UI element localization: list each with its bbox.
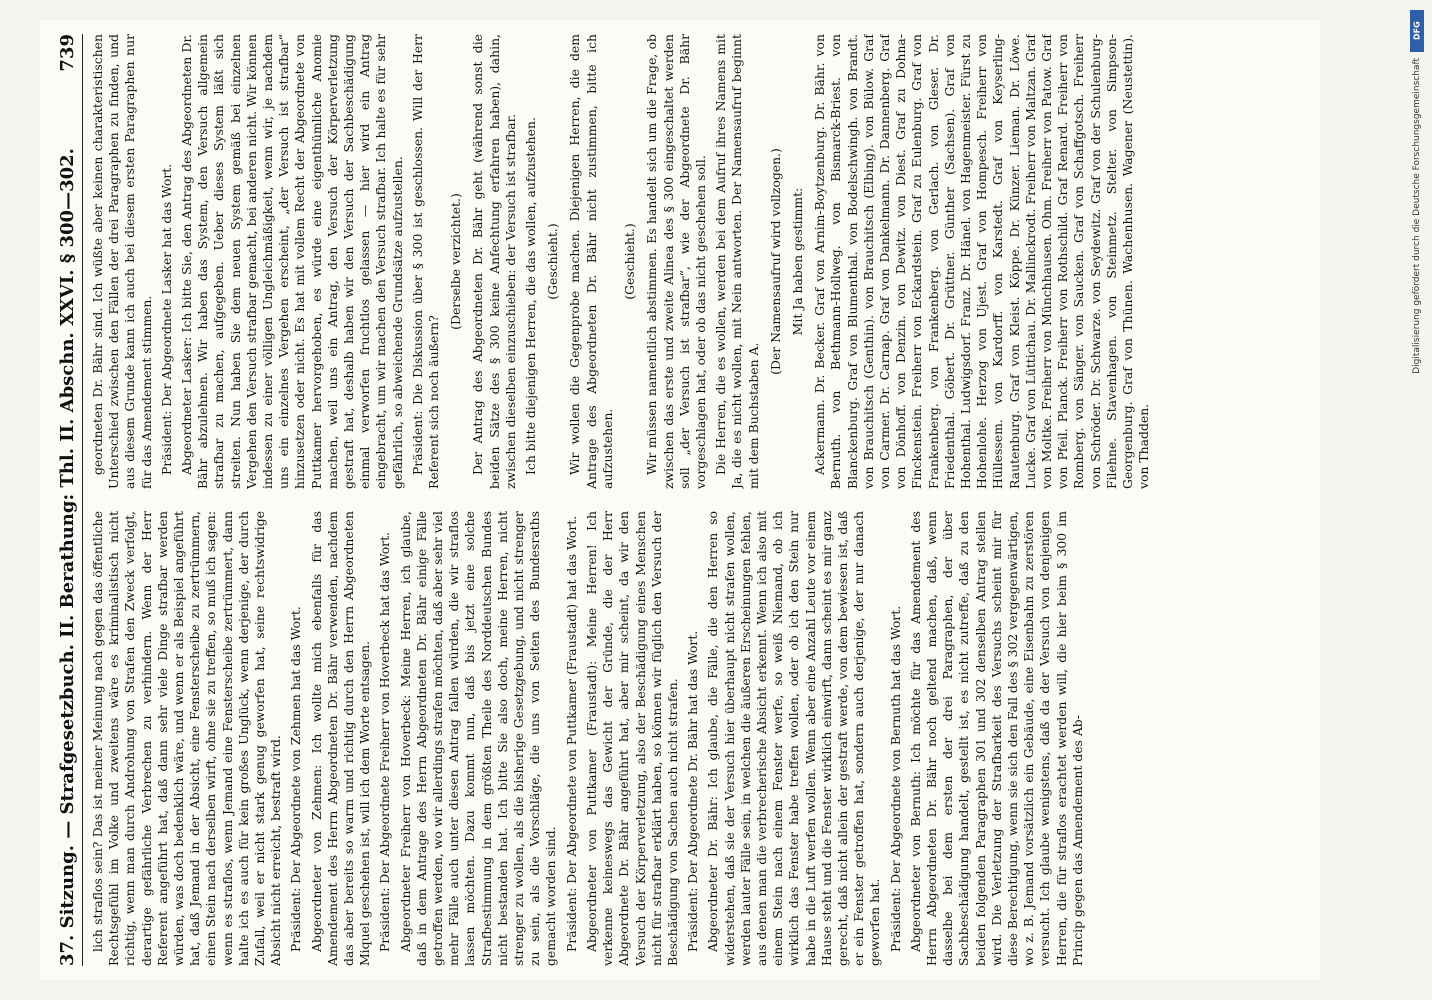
paragraph: Abgeordneter von Bernuth: Ich möchte für das Amendement des Herrn Abgeordneten Dr. Bähr noch geltend machen, daß, wenn dasselbe bei dem ersten der drei Paragraphen, der über Sachbeschädigung handelt, gestellt ist, es nicht zutreffe, daß zu den beiden folgenden Paragraphen 301 und 302 denselben Antrag stellen wird. Die Verletzung der Strafbarkeit des Versuchs scheint mir für diese Berechtigung, wenn sie sich den Fall des § 302 vergegenwärtigen, wo z. B. Jemand vorsätzlich ein Gebäude, eine Eisenbahn zu zerstören versucht. Ich glaube wenigstens, daß da der Versuch von denjenigen Herren, die für straflos erachtet werden will, die hier beim § 300 im Princip gegen das Amendement des Ab-: [907, 511, 1085, 966]
paragraph: (Derselbe verzichtet.): [448, 193, 464, 330]
scan-viewport: [40, 0, 1320, 1000]
session-heading: 37. Sitzung. — Strafgesetzbuch. II. Berathung: Thl. II. Abschn. XXVI. § 300—302.: [56, 148, 78, 966]
paragraph: Präsident: Der Abgeordnete von Zehmen hat das Wort.: [288, 606, 304, 952]
paragraph: Präsident: Die Diskussion über § 300 ist geschlossen. Will der Herr Referent sich noch äußern?: [409, 34, 442, 489]
paragraph: (Geschieht.): [622, 223, 638, 300]
paragraph: Präsident: Der Abgeordnete von Bernuth hat das Wort.: [887, 605, 903, 952]
paragraph: Ich bitte diejenigen Herren, die das wollen, aufzustehen.: [523, 117, 539, 475]
paragraph: Präsident: Der Abgeordnete Lasker hat das Wort.: [158, 163, 174, 475]
paragraph: (Der Namensaufruf wird vollzogen.): [767, 148, 783, 375]
text-columns: [90, 34, 1310, 966]
paragraph: Abgeordneter Lasker: Ich bitte Sie, den Antrag des Abgeordneten Dr. Bähr abzulehnen. Wir haben das System, den Versuch allgemein strafbar zu machen, aufgegeben. Ueber dieses System läßt sich streiten. Nun haben Sie dem neuen System gemäß bei einzelnen Vergehen den Versuch strafbar gemacht, bei anderen nicht. Wir können indessen zu einer völligen Ungleichmäßigkeit, wenn wir, je nachdem uns ein einzelnes Vergehen erscheint, „der Versuch ist strafbar“ hinzusetzen oder nicht. Es hat mit vollem Recht der Abgeordnete von Puttkamer hervorgehoben, es würde eine eigenthümliche Anomie machen, weil uns ein Antrag, den Versuch der Körperverletzung gestraft hat, deshalb haben wir den Versuch der Sachbeschädigung einmal verworfen fruchtlos gelassen — hier wird ein Antrag eingebracht, um wir machen den Versuch strafbar. Ich halte es für sehr gefährlich, so abweichende Grundsätze aufzustellen.: [179, 34, 405, 489]
left-column: [90, 511, 1310, 966]
paragraph: Wir wollen die Gegenprobe machen. Diejenigen Herren, die dem Antrage des Abgeordneten Dr. Bähr nicht zustimmen, bitte ich aufzustehen.: [567, 34, 615, 489]
right-column: [90, 34, 1310, 489]
paragraph: Der Antrag des Abgeordneten Dr. Bähr geht (während sonst die beiden Sätze des § 300 keine Anfechtung erfahren haben), dahin, zwischen dieselben einzuschieben: der Versuch ist strafbar.: [470, 34, 518, 489]
paragraph: Die Herren, die es wollen, werden bei dem Aufruf ihres Namens mit Ja, die es nicht wollen, mit Nein antworten. Der Namensaufruf beginnt mit dem Buchstaben A.: [713, 34, 761, 489]
paragraph: Ackermann. Dr. Becker. Graf von Arnim-Boytzenburg. Dr. Bähr. von Bernuth. von Bethmann-Hollweg. von Bismarck-Briest. von Blanckenburg. Graf von Blumenthal. von Bodelschwingh. von Brandt. von Brauchitsch (Genthin). von Brauchitsch (Elbing). von Bülow. Graf von Carmer. Dr. Carnap. Graf von Dankelmann. Dr. Dannenberg. Graf von Dönhoff. von Denzin. von Dewitz. von Diest. Graf zu Dohna-Finckenstein. Freiherr von Eckardstein. Graf zu Eulenburg. Graf von Frankenberg. von Frankenberg. von Gerlach. von Gleser. Dr. Friedenthal. Göbert. Dr. Grüttner. Günther (Sachsen). Graf von Hohenthal. Ludwigsdorf. Franz. Dr. Hänel. von Hagenmeister. Fürst zu Hohenlohe. Herzog von Ujest. Graf von Hompesch. Freiherr von Hüllessem. von Kardorff. von Karstedt. Graf von Keyserling-Rautenburg. Graf von Kleist. Köppe. Dr. Künzer. Lieman. Dr. Löwe. Lucke. Graf von Lüttichau. Dr. Mallinckrodt. Freiherr von Maltzan. Graf von Moltke. Freiherr von Münchhausen. Ohm. Freiherr von Patow. Graf von Pfeil. Planck. Freiherr von Rothschild. Graf Renard. Freiherr von Romberg. von Sänger. von Saucken. Graf von Schaffgotsch. Freiherr von Schröder. Dr. Schwarze. von Seydewitz. Graf von der Schulenburg-Filehne. Stavenhagen. von Steinmetz. Stelter. von Simpson-Georgenburg. Graf von Thünen. Wachenhusen. Wagener (Neustettin). von Thadden.: [812, 34, 1152, 489]
dfg-logo: DFG: [1410, 10, 1424, 52]
paragraph: Abgeordneter Dr. Bähr: Ich glaube, die Fälle, die den Herren so widerstehen, daß sie der Versuch hier überhaupt nicht strafen wollen, werden lauter Fälle sein, in welchen die äußeren Erscheinungen fehlen, aus denen man die verbrecherische Absicht erkennt. Wenn ich also mit einem Stein nach einem Fenster werfe, so weiß Niemand, ob ich wirklich das Fenster habe treffen wollen, oder ob ich den Stein nur habe in die Luft werfen wollen. Wenn aber eine Anzahl Leute vor einem Hause steht und die Fenster wirklich einwirft, dann scheint es mir ganz gerecht, daß nicht allein der gestraft werde, von dem bewiesen ist, daß er ein Fenster getroffen hat, sondern auch derjenige, der nur danach geworfen hat.: [705, 511, 883, 966]
page-number: 739: [56, 34, 78, 72]
paragraph: Mit Ja haben gestimmt:: [789, 187, 805, 336]
document-page: [40, 20, 1320, 980]
paragraph: Abgeordneter Freiherr von Hoverbeck: Meine Herren, ich glaube, daß in dem Antrage des Herrn Abgeordneten Dr. Bähr einige Fälle getroffen werden, wo wir allerdings strafen möchten, daß aber sehr viel mehr Fälle auch unter diesen Antrag fallen würden, die wir straflos lassen möchten. Dazu kommt nun, daß bis jetzt eine solche Strafbestimmung in dem größten Theile des Norddeutschen Bundes nicht bestanden hat. Ich bitte Sie also doch, meine Herren, nicht strenger zu wollen, als die bisherige Gesetzgebung, und nicht strenger zu sein, als die Vorschläge, die uns von Seiten des Bundesraths gemacht worden sind.: [397, 511, 559, 966]
paragraph: Präsident: Der Abgeordnete von Puttkamer (Fraustadt) hat das Wort.: [563, 515, 579, 952]
running-head: [52, 34, 83, 966]
paragraph: Präsident: Der Abgeordnete Dr. Bähr hat das Wort.: [685, 630, 701, 952]
paragraph: (Geschieht.): [545, 223, 561, 300]
digitization-notice: [1406, 10, 1428, 990]
dfg-notice-text: Digitalisierung gefördert durch die Deutsche Forschungsgemeinschaft: [1412, 58, 1422, 374]
paragraph: Wir müssen namentlich abstimmen. Es handelt sich um die Frage, ob zwischen das erste und zweite Alinea des § 300 eingeschaltet werden soll „der Versuch ist strafbar“, wie der Abgeordnete Dr. Bähr vorgeschlagen hat, oder ob das nicht geschehen soll.: [644, 34, 708, 489]
paragraph: Abgeordneter von Puttkamer (Fraustadt): Meine Herren! Ich verkenne keineswegs das Gewicht der Gründe, die der Herr Abgeordnete Dr. Bähr angeführt hat, aber mir scheint, da wir den Versuch der Körperverletzung, also der Beschädigung eines Menschen nicht für strafbar erklärt haben, so können wir füglich den Versuch der Beschädigung von Sachen auch nicht strafen.: [583, 511, 680, 966]
paragraph: geordneten Dr. Bähr sind. Ich wüßte aber keinen charakteristischen Unterschied zwischen den Fällen der drei Paragraphen zu finden, und aus diesem Grunde kann ich auch bei diesem ersten Paragraphen nur für das Amendement stimmen.: [90, 34, 154, 489]
paragraph: Abgeordneter von Zehmen: Ich wollte mich ebenfalls für das Amendement des Herrn Abgeordneten Dr. Bähr verwenden, nachdem das aber bereits so warm und richtig durch den Herrn Abgeordneten Miquel geschehen ist, will ich dem Worte entsagen.: [308, 511, 373, 966]
paragraph: lich straflos sein? Das ist meiner Meinung nach gegen das öffentliche Rechtsgefühl im Volke und zweitens wäre es kriminalistisch nicht richtig, wenn man durch Androhung von Strafen den Zweck verfolgt, derartige gefährliche Verbrechen zu verhindern. Wenn der Herr Referent angeführt hat, daß dann sehr viele Dinge strafbar werden würden, was doch bedenklich wäre, und wenn er als Beispiel angeführt hat, daß Jemand in der Absicht, eine Fensterscheibe zu zertrümmern, einen Stein nach derselben wirft, ohne sie zu treffen, so muß ich sagen: wenn es straflos, wenn Jemand eine Fensterscheibe zertrümmert, dann halte ich es auch für kein großes Unglück, wenn derjenige, der durch Zufall, weil er nicht stark genug geworfen hat, seine rechtswidrige Absicht nicht erreicht, bestraft wird.: [90, 511, 284, 966]
paragraph: Präsident: Der Abgeordnete Freiherr von Hoverbeck hat das Wort.: [377, 531, 393, 952]
